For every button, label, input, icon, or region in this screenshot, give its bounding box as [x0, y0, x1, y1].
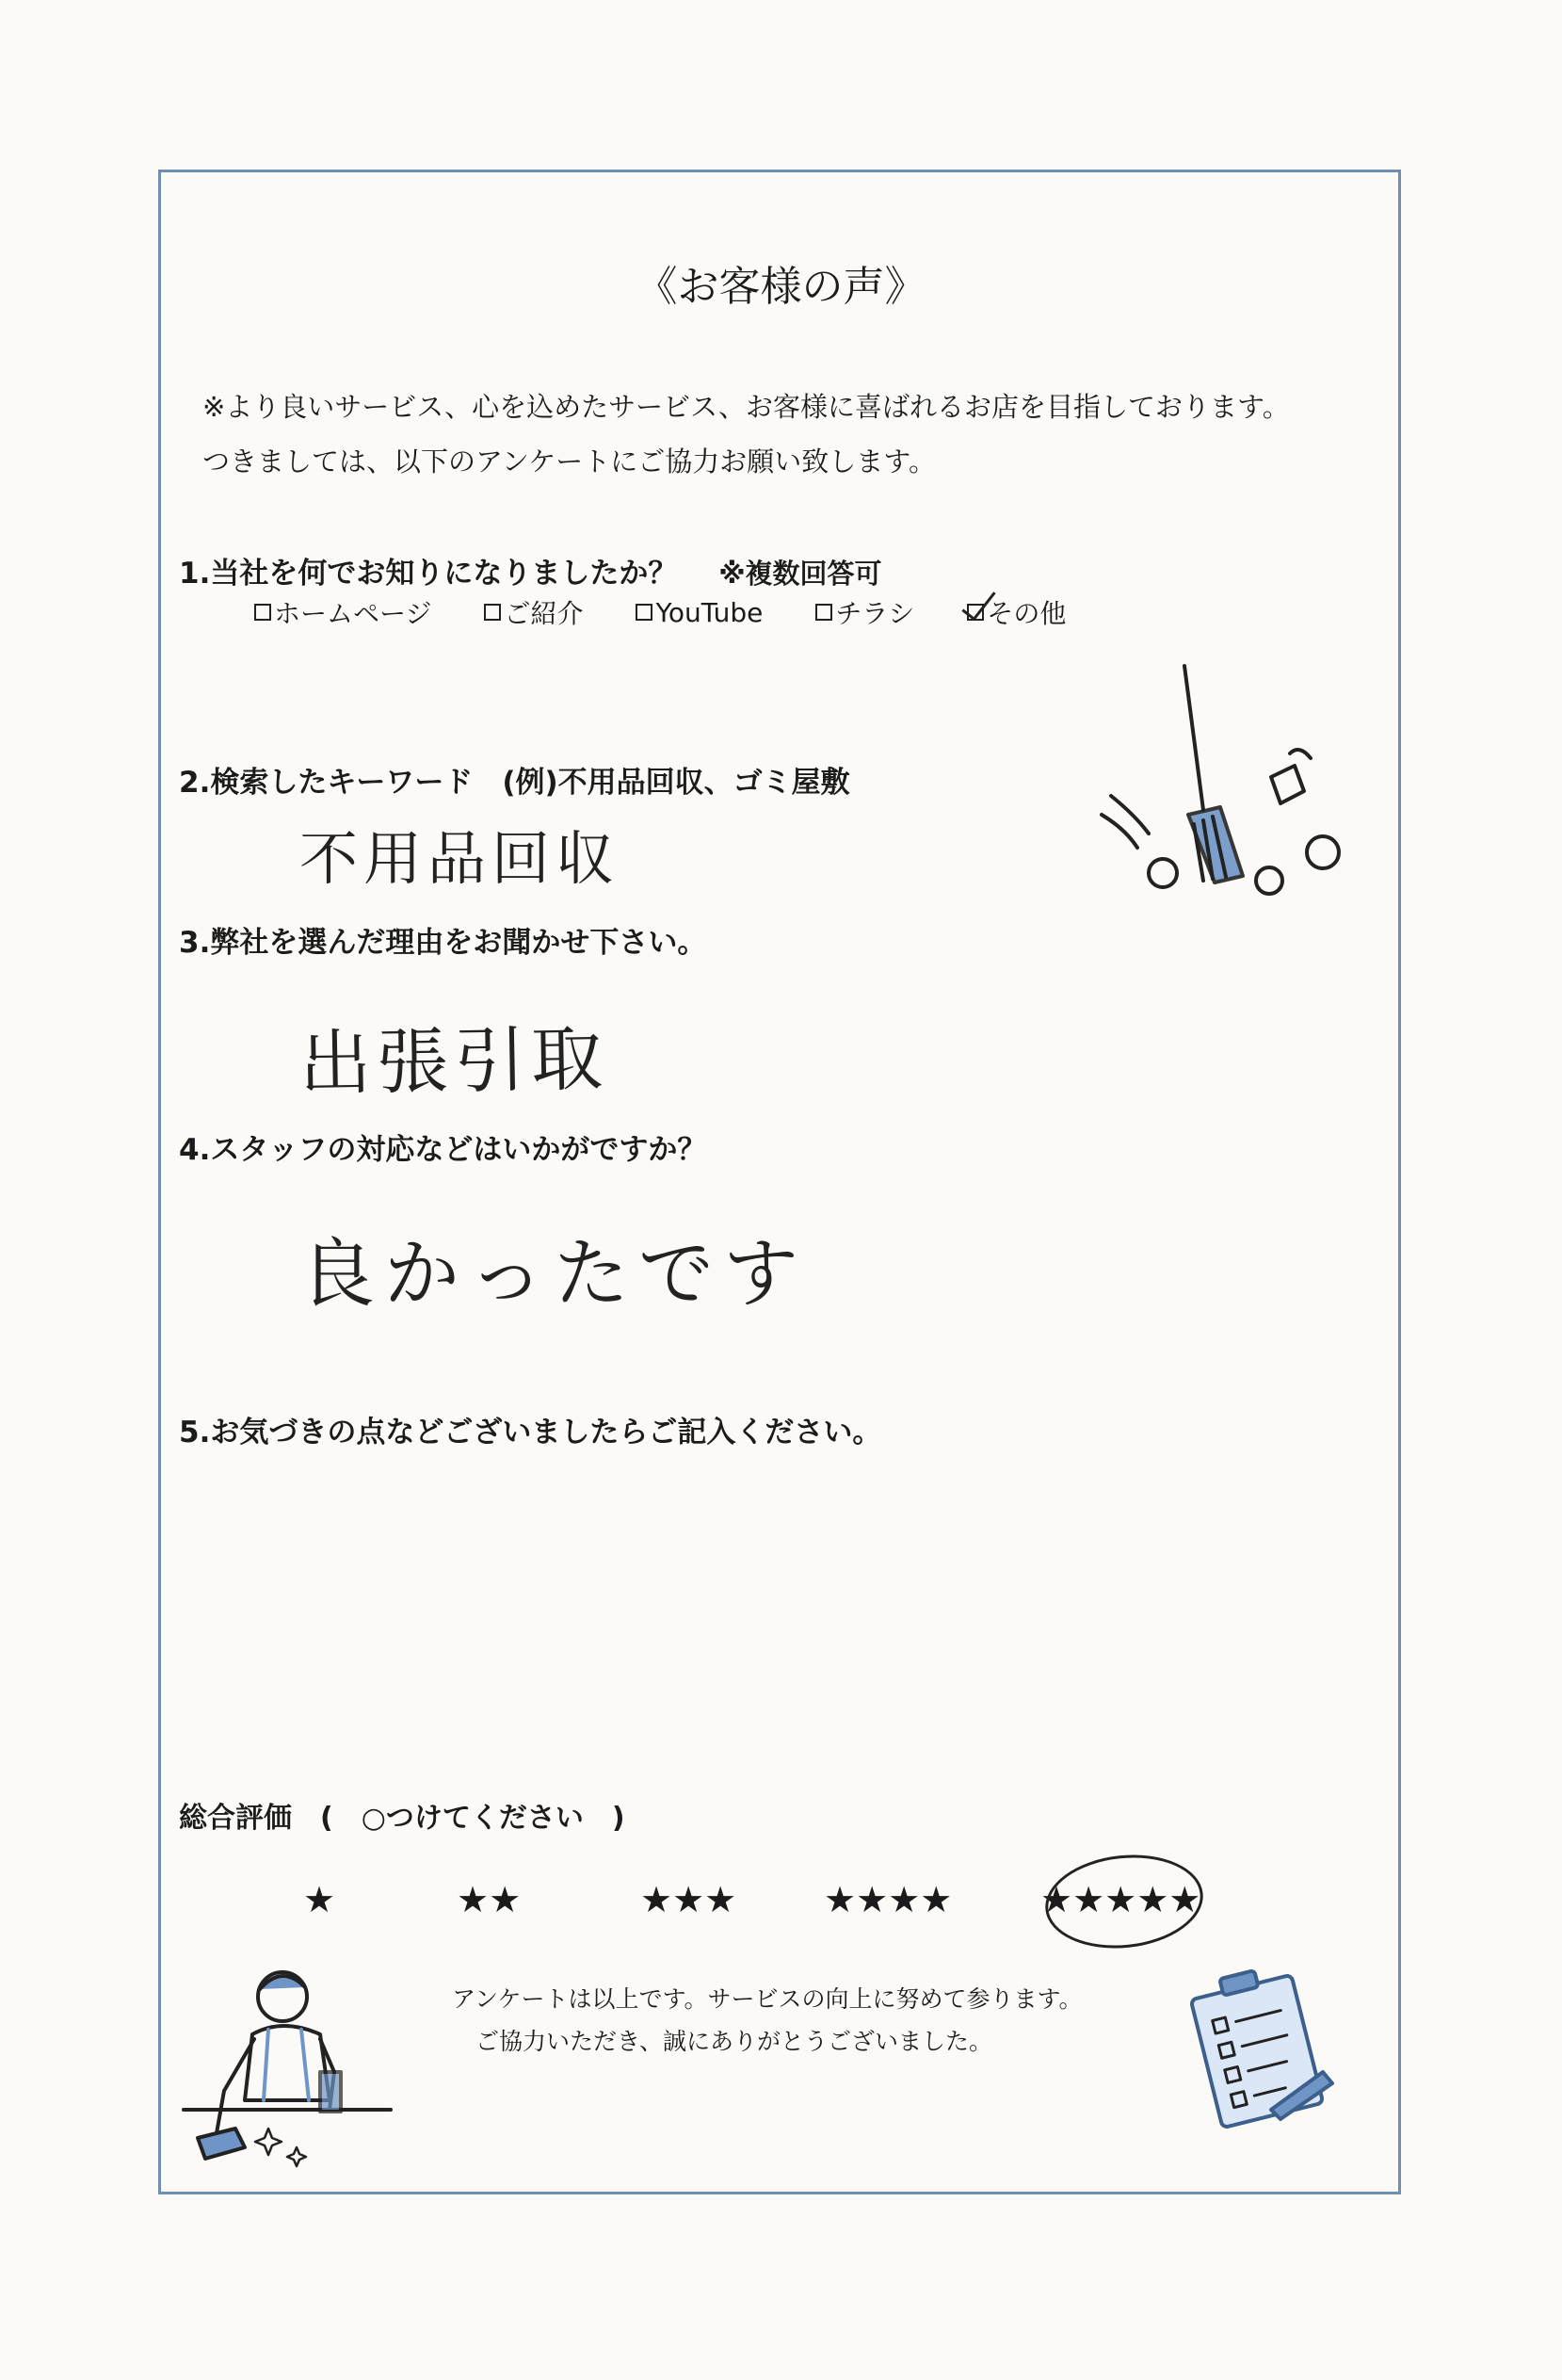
closing-line-2: ご協力いただき、誠にありがとうございました。	[475, 2028, 993, 2055]
question-4-answer: 良かったです	[299, 1230, 808, 1318]
intro-line-1: ※より良いサービス、心を込めたサービス、お客様に喜ばれるお店を目指しております。	[202, 391, 1290, 423]
checkbox[interactable]	[815, 604, 832, 621]
option-label: ホームページ	[274, 598, 432, 629]
clipboard-icon	[1191, 1968, 1342, 2133]
question-1	[179, 549, 882, 591]
rating-4-stars[interactable]: ★★★★	[824, 1879, 953, 1920]
option-label: チラシ	[835, 598, 915, 629]
rating-1-star[interactable]: ★	[303, 1879, 336, 1920]
option-label: その他	[987, 598, 1067, 629]
question-3-answer: 出張引取	[298, 1016, 609, 1106]
rating-5-stars[interactable]: ★★★★★	[1040, 1879, 1201, 1920]
option-flyer[interactable]	[815, 593, 914, 631]
option-homepage[interactable]	[254, 593, 431, 631]
question-1-label: 1.当社を何でお知りになりましたか？	[179, 557, 678, 591]
option-other[interactable]	[967, 593, 1066, 631]
rating-3-stars[interactable]: ★★★	[640, 1879, 737, 1920]
option-referral[interactable]	[484, 593, 583, 631]
question-1-note: ※複数回答可	[718, 558, 882, 590]
option-label: ご紹介	[504, 598, 584, 629]
question-2-label: 2.検索したキーワード (例)不用品回収、ゴミ屋敷	[179, 766, 850, 800]
closing-line-1: アンケートは以上です。サービスの向上に努めて参ります。	[452, 1985, 1083, 2013]
page-title: 《お客様の声》	[636, 263, 926, 311]
option-youtube[interactable]	[636, 593, 763, 631]
question-3-label: 3.弊社を選んだ理由をお聞かせ下さい。	[179, 926, 707, 960]
checkbox-checked[interactable]	[967, 604, 984, 621]
question-4-label: 4.スタッフの対応などはいかがですか？	[179, 1133, 707, 1167]
checkbox[interactable]	[484, 604, 501, 621]
overall-rating-label: 総合評価 ( ○つけてください )	[179, 1802, 625, 1835]
checkbox[interactable]	[636, 604, 652, 621]
checkbox[interactable]	[254, 604, 271, 621]
cleaning-staff-icon	[179, 1959, 395, 2166]
question-5-label: 5.お気づきの点などございましたらご記入ください。	[179, 1416, 882, 1449]
rating-2-stars[interactable]: ★★	[457, 1879, 522, 1920]
broom-icon	[1092, 655, 1375, 909]
question-2-answer: 不用品回収	[299, 824, 620, 893]
intro-line-2: つきましては、以下のアンケートにご協力お願い致します。	[202, 445, 936, 478]
question-1-options	[254, 593, 1066, 631]
option-label: YouTube	[655, 596, 764, 628]
